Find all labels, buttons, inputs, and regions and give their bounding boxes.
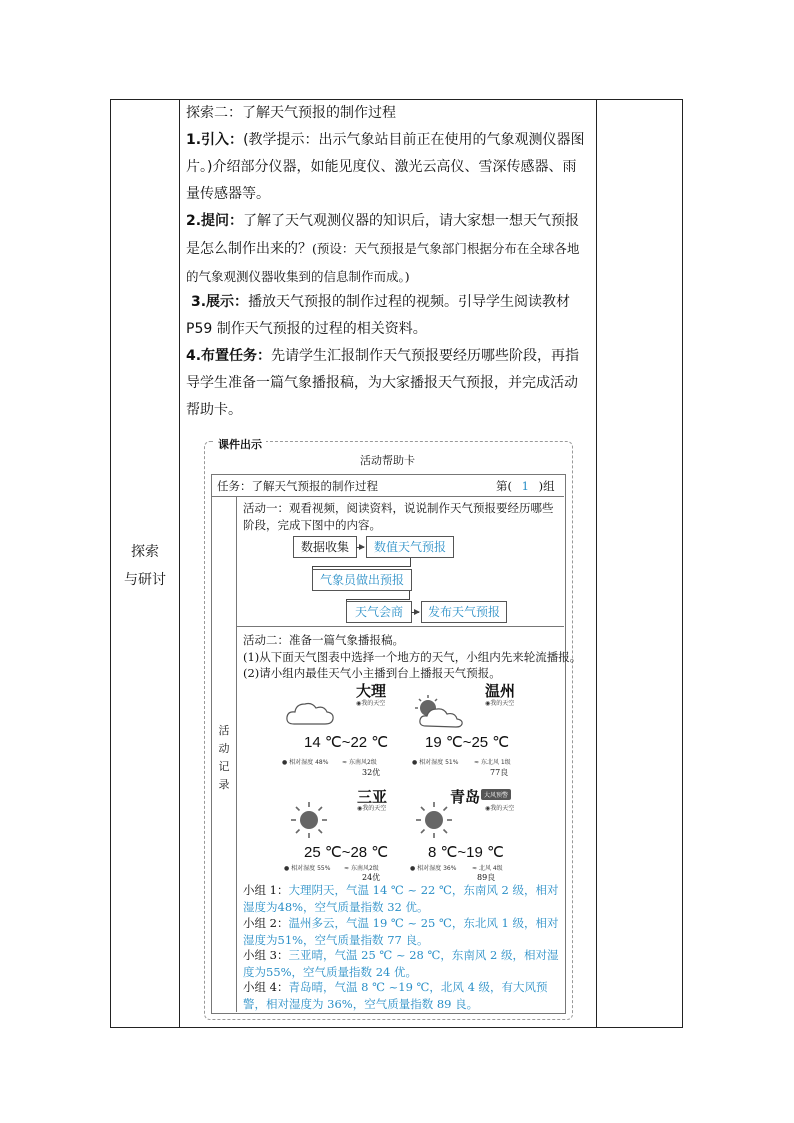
paragraph-question <box>186 208 590 291</box>
city-sanya: 三亚 <box>357 788 388 806</box>
wind-icon: ≈ <box>474 759 480 766</box>
activity-2-text: 活动二：准备一篇气象播报稿。 <box>243 633 404 647</box>
pin-icon: ◉ <box>485 805 491 812</box>
card-tag <box>214 436 266 452</box>
wind-wenzhou <box>474 757 511 766</box>
group-answer-3 <box>243 947 561 980</box>
flow-publish: 发布天气预报 <box>421 601 507 623</box>
city-dali: 大理 <box>356 682 387 700</box>
group-prefix: 第( <box>496 479 512 493</box>
group-text-4: 青岛晴，气温 8 ℃ ~19 ℃，北风 4 级，有大风预警，相对湿度为 36%，空气质量指数 89 良。 <box>243 980 548 1011</box>
droplet-icon: ● <box>282 759 288 766</box>
pin-icon: ◉ <box>357 805 363 812</box>
pin-icon: ◉ <box>356 700 362 707</box>
city-qingdao: 青岛 <box>450 788 481 806</box>
air-quality-qingdao: 89良 <box>477 873 496 882</box>
wind-text-qingdao: 北风 4级 <box>478 865 503 872</box>
pin-icon: ◉ <box>485 700 491 707</box>
partly-cloudy-icon <box>410 694 466 730</box>
group-answer-1 <box>243 882 561 915</box>
card-task: 任务：了解天气预报的制作过程 <box>217 479 378 493</box>
section-heading: 探索二：了解天气预报的制作过程 <box>186 105 396 121</box>
cloud-icon <box>284 698 336 728</box>
paragraph-intro <box>186 127 590 208</box>
show-number: 3.展示： <box>191 294 249 310</box>
humidity-text-sanya: 相对湿度 55% <box>291 865 331 872</box>
group-suffix: )组 <box>538 479 555 493</box>
show-text: 播放天气预报的制作过程的视频。引导学生阅读教材 P59 制作天气预报的过程的相关资料。 <box>186 294 571 337</box>
temp-dali: 14 ℃~22 ℃ <box>304 734 389 751</box>
air-quality-wenzhou: 77良 <box>490 768 509 777</box>
question-text: 了解了天气观测仪器的知识后，请大家想一想天气预报是怎么制作出来的？ <box>186 213 580 257</box>
location-label-wenzhou <box>485 698 514 707</box>
activity-1-text: 活动一：观看视频，阅读资料，说说制作天气预报要经历哪些阶段，完成下图中的内容。 <box>243 501 554 532</box>
intro-text: (教学提示：出示气象站目前正在使用的气象观测仪器图片。)介绍部分仪器，如能见度仪、激光云高仪、雪深传感器、雨量传感器等。 <box>186 132 585 202</box>
location-label-sanya <box>357 803 386 812</box>
sun-icon <box>289 800 329 840</box>
wind-dali <box>342 757 377 766</box>
activity-2-item-2: (2)请小组内最佳天气小主播到台上播报天气预报。 <box>243 666 501 680</box>
flow-data-collection: 数据收集 <box>293 536 357 558</box>
humidity-qingdao <box>410 863 456 872</box>
temp-wenzhou: 19 ℃~25 ℃ <box>425 734 510 751</box>
flow-forecaster: 气象员做出预报 <box>312 569 412 591</box>
flow-connector-2 <box>312 566 411 567</box>
droplet-icon: ● <box>412 759 418 766</box>
humidity-text-dali: 相对湿度 48% <box>289 759 329 766</box>
side-label-line-2: 与研讨 <box>124 572 166 588</box>
temp-qingdao: 8 ℃~19 ℃ <box>428 844 504 861</box>
paragraph-show <box>186 289 590 343</box>
location-text-dali: 我的天空 <box>361 700 386 707</box>
question-number: 2.提问： <box>186 213 244 229</box>
group-label-2: 小组 2： <box>243 916 289 930</box>
flow-numerical-forecast: 数值天气预报 <box>366 536 454 558</box>
group-number <box>496 478 555 494</box>
wind-icon: ≈ <box>342 759 348 766</box>
wind-sanya <box>344 863 379 872</box>
group-answer-2 <box>243 915 561 948</box>
humidity-dali <box>282 757 328 766</box>
wind-text-sanya: 东南风2级 <box>350 865 379 872</box>
wind-text-dali: 东南风2级 <box>348 759 377 766</box>
sun-icon <box>414 800 454 840</box>
location-text-sanya: 我的天空 <box>362 805 387 812</box>
flow-connector-1 <box>410 558 411 566</box>
humidity-text-wenzhou: 相对湿度 51% <box>419 759 459 766</box>
humidity-text-qingdao: 相对湿度 36% <box>417 865 457 872</box>
flow-consultation: 天气会商 <box>346 601 412 623</box>
humidity-sanya <box>284 863 330 872</box>
location-text-wenzhou: 我的天空 <box>490 700 515 707</box>
air-quality-sanya: 24优 <box>362 873 381 882</box>
group-answer-4 <box>243 979 561 1012</box>
city-wenzhou: 温州 <box>485 682 516 700</box>
location-label-qingdao <box>485 803 514 812</box>
task-number: 4.布置任务： <box>186 348 272 364</box>
droplet-icon: ● <box>284 865 290 872</box>
group-text-1: 大理阴天，气温 14 ℃ ~ 22 ℃，东南风 2 级，相对湿度为48%，空气质量指数 32 优。 <box>243 883 559 914</box>
flow-arrow-2 <box>411 612 419 613</box>
paragraph-task <box>186 343 590 424</box>
activity-2-item-1: (1)从下面天气图表中选择一个地方的天气，小组内先来轮流播报。 <box>243 650 582 664</box>
intro-number: 1.引入： <box>186 132 244 148</box>
wind-icon: ≈ <box>472 865 478 872</box>
temp-sanya: 25 ℃~28 ℃ <box>304 844 389 861</box>
side-label <box>111 538 179 594</box>
card-title: 活动帮助卡 <box>360 454 415 467</box>
side-label-line-1: 探索 <box>131 544 159 560</box>
task-text: 先请学生汇报制作天气预报要经历哪些阶段，再指导学生准备一篇气象播报稿，为大家播报天气预报，并完成活动帮助卡。 <box>186 348 580 418</box>
group-text-2: 温州多云，气温 19 ℃ ~ 25 ℃，东北风 1 级，相对湿度为51%，空气质量指数 77 良。 <box>243 916 559 947</box>
wind-icon: ≈ <box>344 865 350 872</box>
group-number-value: 1 <box>521 479 529 493</box>
group-text-3: 三亚晴，气温 25 ℃ ~ 28 ℃，东南风 2 级，相对湿度为55%，空气质量指数 24 优。 <box>243 948 559 979</box>
wind-warning-badge: 大风预警 <box>481 789 511 800</box>
location-label-dali <box>356 698 385 707</box>
question-note: (预设：天气预报是气象部门根据分布在全球各地的气象观测仪器收集到的信息制作而成。) <box>186 241 580 284</box>
wind-qingdao <box>472 863 503 872</box>
card-tag-text: 课件出示 <box>218 438 262 451</box>
droplet-icon: ● <box>410 865 416 872</box>
flow-connector-5 <box>346 599 410 600</box>
group-label-1: 小组 1： <box>243 883 289 897</box>
group-label-3: 小组 3： <box>243 948 289 962</box>
wind-text-wenzhou: 东北风 1级 <box>480 759 511 766</box>
humidity-wenzhou <box>412 757 458 766</box>
flow-arrow-1 <box>356 547 364 548</box>
flow-connector-4 <box>409 591 410 599</box>
record-side-label: 活动记录 <box>218 724 230 791</box>
air-quality-dali: 32优 <box>362 768 381 777</box>
location-text-qingdao: 我的天空 <box>490 805 515 812</box>
group-label-4: 小组 4： <box>243 980 289 994</box>
